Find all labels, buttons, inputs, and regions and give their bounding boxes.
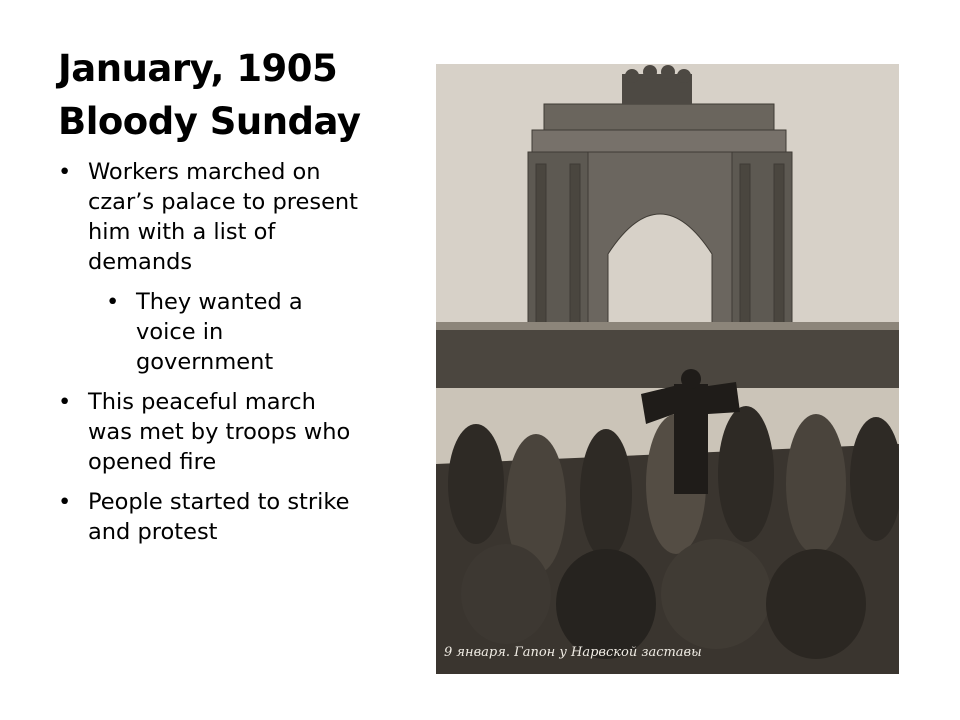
title-line-event: Bloody Sunday [58, 100, 361, 143]
sub-bullet-item: • They wanted a voice in government [106, 287, 358, 377]
slide-title [58, 42, 418, 148]
photo-illustration [436, 64, 899, 674]
historical-photo [436, 64, 899, 674]
title-line-date: January, 1905 [58, 47, 338, 90]
bullet-item: • This peaceful march was met by troops who opened fire [58, 387, 358, 477]
photo-caption: 9 января. Гапон у Нарвской заставы [444, 645, 702, 660]
bullet-item: • People started to strike and protest [58, 487, 358, 547]
bullet-item: • Workers marched on czar’s palace to present him with a list of demands [58, 157, 358, 277]
bullet-list [58, 157, 358, 557]
